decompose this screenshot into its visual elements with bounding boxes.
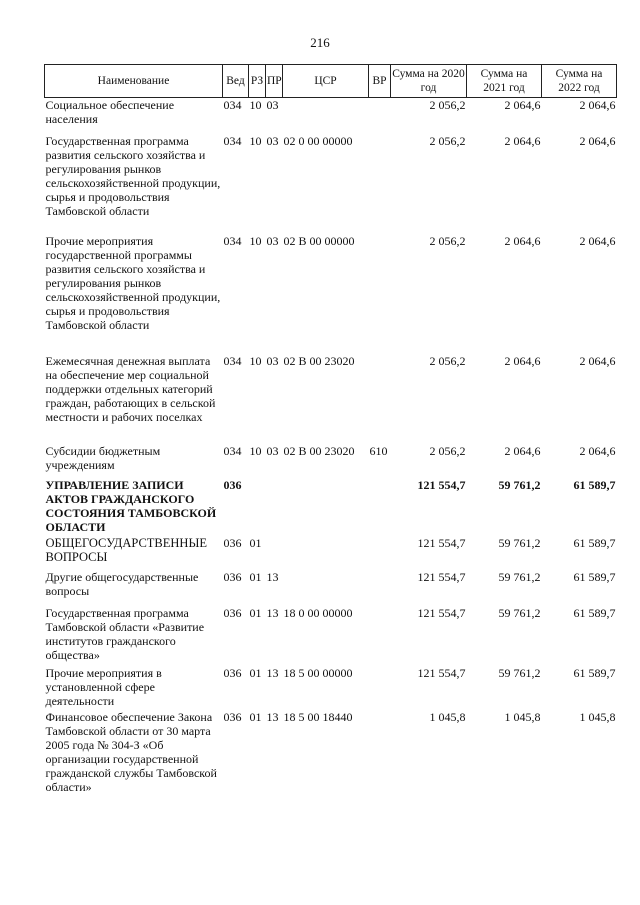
row-vr [369, 478, 391, 536]
row-sum-2022: 2 064,6 [579, 354, 616, 368]
row-sum-2020: 2 056,2 [429, 134, 466, 148]
row-rz: 10 [249, 354, 262, 368]
row-sum-2021: 59 761,2 [498, 570, 541, 584]
row-ved: 036 [223, 666, 242, 680]
header-pr: ПР [266, 65, 283, 98]
row-sum-2020: 121 554,7 [417, 666, 466, 680]
row-name: УПРАВЛЕНИЕ ЗАПИСИ АКТОВ ГРАЖДАНСКОГО СОСТОЯНИЯ ТАМБОВСКОЙ ОБЛАСТИ [45, 478, 217, 534]
row-sum-2021: 59 761,2 [498, 478, 541, 492]
row-rz: 10 [249, 134, 262, 148]
row-name: Другие общегосударственные вопросы [45, 570, 199, 598]
row-sum-2022: 2 064,6 [579, 444, 616, 458]
row-sum-2021: 2 064,6 [504, 234, 541, 248]
row-vr [369, 666, 391, 710]
row-sum-2022: 61 589,7 [573, 536, 616, 550]
row-name: Социальное обеспечение населения [45, 98, 175, 126]
row-csr [283, 478, 369, 536]
header-name: Наименование [45, 65, 223, 98]
table-header [45, 65, 617, 98]
row-name: Прочие мероприятия в установленной сфере деятельности [45, 666, 162, 708]
row-sum-2021: 2 064,6 [504, 354, 541, 368]
row-vr [369, 354, 391, 444]
row-vr [369, 234, 391, 354]
row-pr: 03 [266, 444, 279, 458]
row-ved: 036 [223, 710, 242, 724]
row-sum-2020: 2 056,2 [429, 98, 466, 112]
row-sum-2022: 61 589,7 [573, 478, 616, 492]
row-vr [369, 134, 391, 234]
budget-table [44, 64, 617, 800]
row-sum-2020: 2 056,2 [429, 444, 466, 458]
row-csr [283, 536, 369, 570]
table-row [45, 444, 617, 478]
row-csr [283, 98, 369, 135]
row-csr: 02 0 00 00000 [283, 134, 353, 148]
row-pr: 13 [266, 710, 279, 724]
row-sum-2022: 1 045,8 [579, 710, 616, 724]
row-pr [266, 478, 283, 536]
row-vr [369, 570, 391, 606]
table-row [45, 666, 617, 710]
row-name: Ежемесячная денежная выплата на обеспечение мер социальной поддержки отдельных категорий граждан, работающих в сельской местности и рабочих поселках [45, 354, 216, 424]
row-sum-2020: 1 045,8 [429, 710, 466, 724]
row-sum-2020: 2 056,2 [429, 234, 466, 248]
row-sum-2022: 2 064,6 [579, 234, 616, 248]
row-sum-2022: 61 589,7 [573, 570, 616, 584]
row-ved: 034 [223, 98, 242, 112]
row-name: Государственная программа развития сельского хозяйства и регулирования рынков сельскохозяйственной продукции, сырья и продовольствия Тамбовской области [45, 134, 221, 218]
row-pr: 03 [266, 234, 279, 248]
row-csr: 02 В 00 23020 [283, 354, 355, 368]
row-ved: 036 [223, 570, 242, 584]
row-ved: 034 [223, 444, 242, 458]
table-row [45, 98, 617, 135]
row-pr: 03 [266, 354, 279, 368]
row-sum-2020: 2 056,2 [429, 354, 466, 368]
row-rz: 10 [249, 98, 262, 112]
row-sum-2022: 2 064,6 [579, 134, 616, 148]
header-rz: РЗ [249, 65, 266, 98]
row-rz: 10 [249, 444, 262, 458]
row-vr: 610 [369, 444, 388, 458]
table-row [45, 606, 617, 666]
row-pr: 13 [266, 606, 279, 620]
row-name: Субсидии бюджетным учреждениям [45, 444, 161, 472]
row-ved: 034 [223, 354, 242, 368]
row-sum-2020: 121 554,7 [417, 570, 466, 584]
row-name: Государственная программа Тамбовской области «Развитие институтов гражданского общества» [45, 606, 205, 662]
table-row [45, 134, 617, 234]
row-sum-2022: 61 589,7 [573, 606, 616, 620]
row-vr [369, 710, 391, 800]
row-pr: 13 [266, 666, 279, 680]
row-rz: 01 [249, 536, 262, 550]
row-name: ОБЩЕГОСУДАРСТВЕННЫЕ ВОПРОСЫ [45, 536, 207, 564]
table-row [45, 354, 617, 444]
row-sum-2022: 61 589,7 [573, 666, 616, 680]
row-name: Финансовое обеспечение Закона Тамбовской области от 30 марта 2005 года № 304-З «Об организации государственной гражданской службы Тамбовской области» [45, 710, 217, 794]
row-pr: 03 [266, 134, 279, 148]
table-row [45, 478, 617, 536]
row-ved: 036 [223, 606, 242, 620]
row-pr: 13 [266, 570, 279, 584]
page-number: 216 [310, 35, 330, 50]
table-row [45, 710, 617, 800]
header-ved: Вед [223, 65, 249, 98]
row-rz: 01 [249, 666, 262, 680]
header-sum-2020: Сумма на 2020 год [391, 65, 467, 98]
header-vr: ВР [369, 65, 391, 98]
row-csr: 02 В 00 00000 [283, 234, 355, 248]
table-row [45, 536, 617, 570]
row-sum-2021: 2 064,6 [504, 444, 541, 458]
row-name: Прочие мероприятия государственной программы развития сельского хозяйства и регулирования рынков сельскохозяйственной продукции, сырья и продовольствия Тамбовской области [45, 234, 221, 332]
row-pr [266, 536, 283, 570]
row-rz: 01 [249, 570, 262, 584]
header-sum-2022: Сумма на 2022 год [542, 65, 617, 98]
row-rz: 10 [249, 234, 262, 248]
row-sum-2020: 121 554,7 [417, 478, 466, 492]
row-rz [249, 478, 266, 536]
row-csr: 18 5 00 00000 [283, 666, 353, 680]
row-ved: 036 [223, 536, 242, 550]
row-sum-2021: 2 064,6 [504, 98, 541, 112]
row-rz: 01 [249, 710, 262, 724]
row-rz: 01 [249, 606, 262, 620]
row-ved: 036 [223, 478, 242, 492]
header-sum-2021: Сумма на 2021 год [467, 65, 542, 98]
row-csr [283, 570, 369, 606]
table-row [45, 570, 617, 606]
row-sum-2021: 2 064,6 [504, 134, 541, 148]
row-csr: 02 В 00 23020 [283, 444, 355, 458]
row-sum-2020: 121 554,7 [417, 536, 466, 550]
table-row [45, 234, 617, 354]
row-ved: 034 [223, 134, 242, 148]
row-csr: 18 5 00 18440 [283, 710, 353, 724]
row-sum-2021: 1 045,8 [504, 710, 541, 724]
row-sum-2021: 59 761,2 [498, 666, 541, 680]
row-csr: 18 0 00 00000 [283, 606, 353, 620]
row-sum-2022: 2 064,6 [579, 98, 616, 112]
row-sum-2020: 121 554,7 [417, 606, 466, 620]
row-pr: 03 [266, 98, 279, 112]
row-vr [369, 98, 391, 135]
header-csr: ЦСР [283, 65, 369, 98]
row-ved: 034 [223, 234, 242, 248]
row-vr [369, 536, 391, 570]
row-sum-2021: 59 761,2 [498, 536, 541, 550]
row-vr [369, 606, 391, 666]
row-sum-2021: 59 761,2 [498, 606, 541, 620]
